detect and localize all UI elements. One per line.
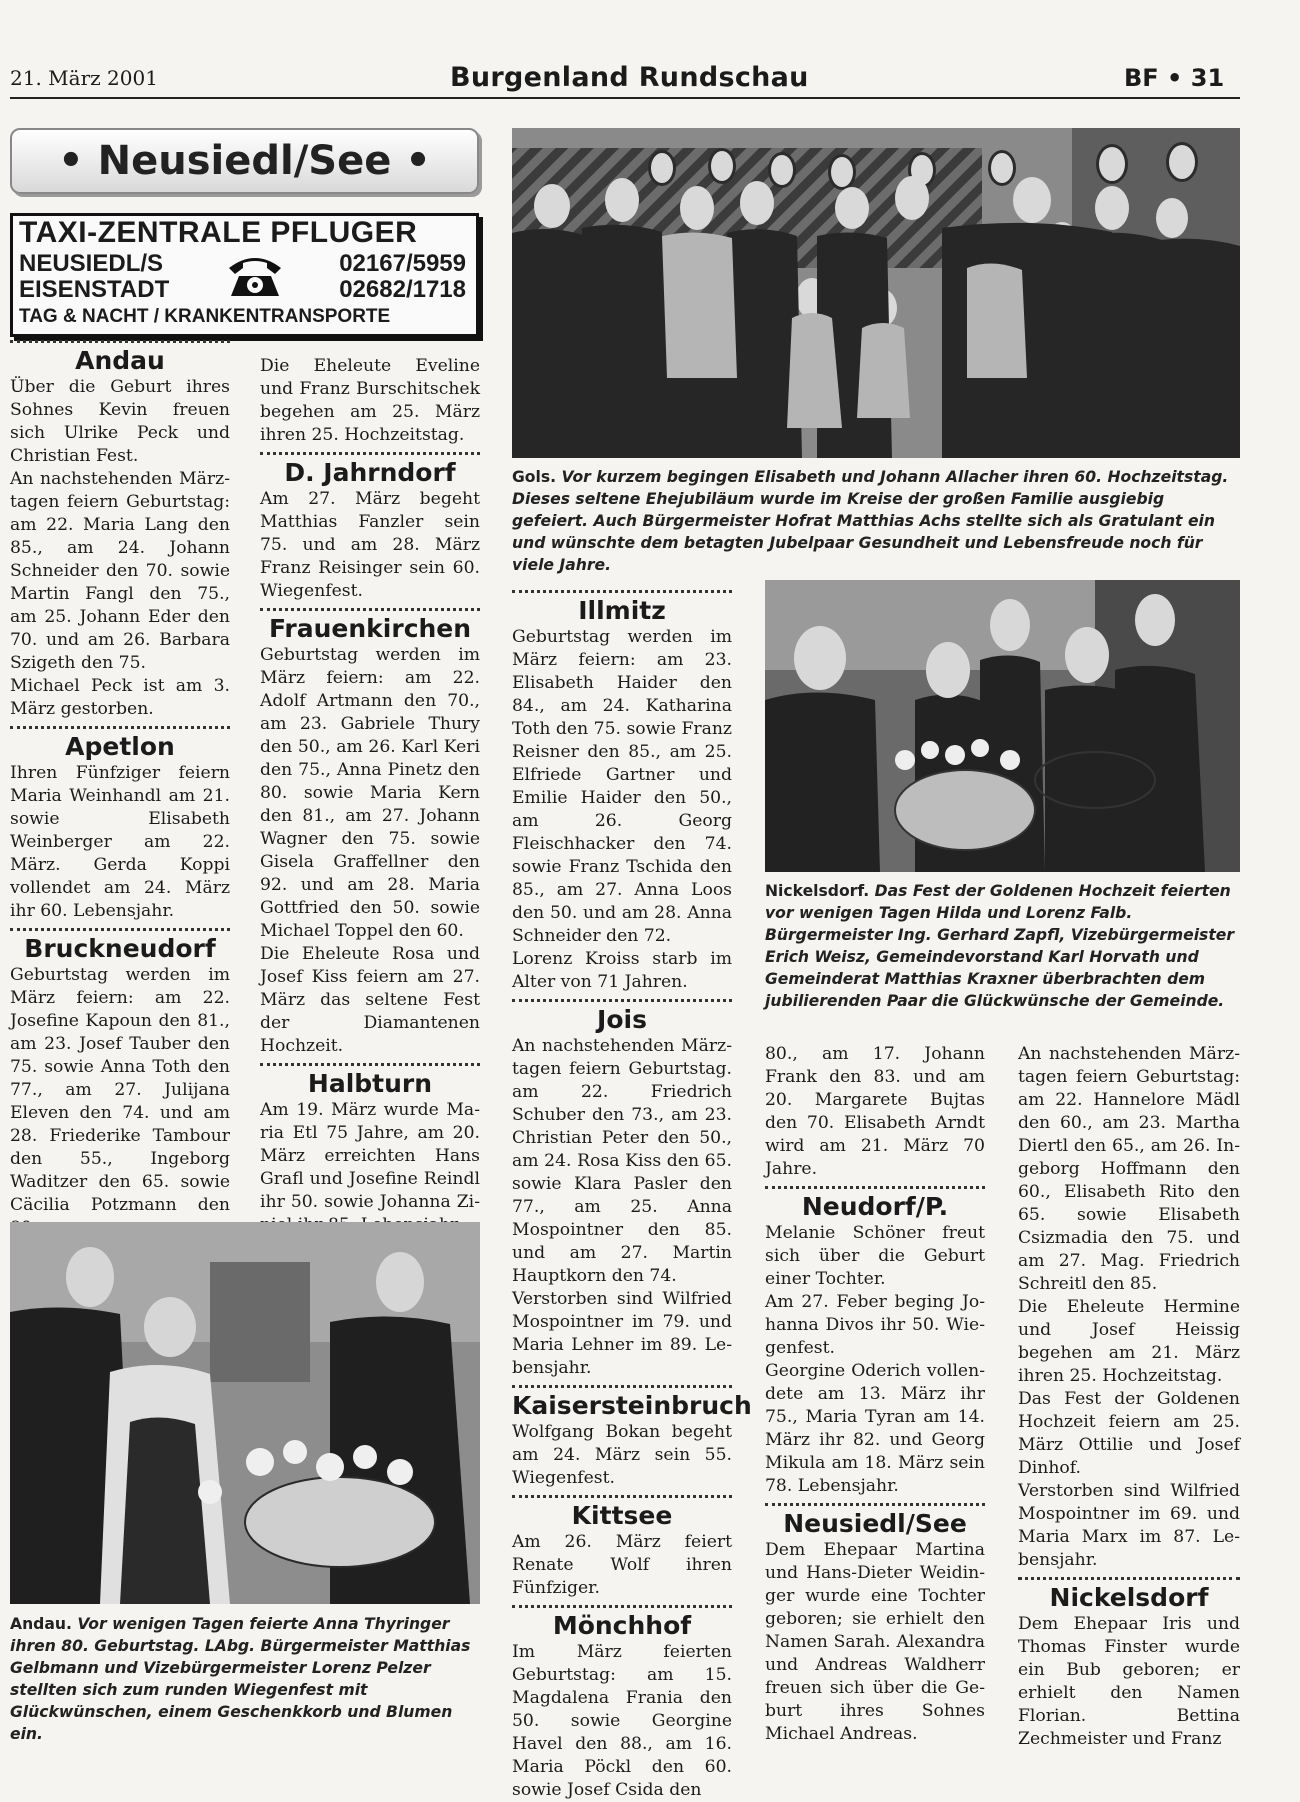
column-3 [512,590,752,1802]
divider [512,1605,732,1608]
paragraph: Über die Geburt ihres Sohnes Kevin freuen sich Ulrike Peck und Christian Fest. [10,377,230,466]
paragraph: Dem Ehepaar Iris und Thomas Finster wurde ein Bub geboren; er erhielt den Namen Florian. Bettina Zechmeister und Franz [1018,1614,1240,1749]
caption-place: Nickelsdorf. [765,882,870,900]
photo-nickelsdorf-golden-wedding [765,580,1240,872]
divider [10,928,230,931]
divider [512,1385,732,1388]
paragraph: Verstorben sind Wilfried Mospointner im 69. und Maria Marx im 87. Lebensjahr. [1018,1481,1240,1570]
section-heading-kittsee: Kittsee [571,1501,673,1530]
section-heading-illmitz: Illmitz [578,596,666,625]
paragraph: Georgine Oderich vollendete am 13. März ihr 75., Maria Tyran am 14. März ihr 82. und Georg Mikula am 18. März sein 78. Lebensjahr. [765,1361,985,1496]
paragraph: Die Eheleute Eveline und Franz Burschitschek begehen am 25. März ihren 25. Hochzeitstag. [260,356,480,445]
paragraph: Lorenz Kroiss starb im Alter von 71 Jahren. [512,949,732,992]
header-rule [10,97,1240,99]
paragraph: Am 26. März feiert Renate Wolf ihren Fünfziger. [512,1532,732,1598]
paragraph: Geburtstag werden im März feiern: am 22. Adolf Artmann den 70., am 23. Gabriele Thury den 50., am 26. Karl Keri den 75., Anna Pinetz den 80. sowie Maria Kern den 81., am 27. Johann Wagner den 75. sowie Gisela Graffellner den 92. und am 28. Maria Gottfried den 50. sowie Michael Toppel den 60. [260,645,480,941]
divider [10,726,230,729]
section-heading-nickelsdorf: Nickelsdorf [1049,1583,1209,1612]
paragraph: An nachstehenden Märztagen feiern Geburtstag. am 22. Friedrich Schuber den 73., am 23. Christian Peter den 50., am 24. Rosa Kiss den 65. sowie Klara Pasler den 77., am 25. Anna Mospointner den 85. und am 27. Martin Hauptkorn den 74. [512,1036,732,1286]
group-photo-image [512,128,1240,458]
caption-text: Das Fest der Goldenen Hochzeit feierten vor wenigen Tagen Hilda und Lorenz Falb. Bürgermeister Ing. Gerhard Zapfl, Vizebürgermeister Erich Weisz, Gemeindevorstand Karl Horvath und Gemeinderat Matthias Kraxner überbrachten dem jubilierenden Paar die Glückwünsche der Gemeinde. [765,882,1235,1010]
caption-place: Gols. [512,468,557,486]
paragraph: Ihren Fünfziger feiern Maria Weinhandl am 21. sowie Elisabeth Weinberger am 22. März. Gerda Koppi vollendet am 24. März ihr 60. Lebensjahr. [10,763,230,921]
divider [765,1503,985,1506]
section-heading-moenchhof: Mönchhof [552,1611,692,1640]
taxi-name: TAXI-ZENTRALE PFLUGER [19,216,418,249]
taxi-phone-1: 02167/5959 [339,250,466,277]
taxi-city-2: EISENSTADT [19,276,170,303]
paragraph: 80., am 17. Johann Frank den 83. und am 20. Margarete Bujtas den 70. Elisabeth Arndt wird am 21. März 70 Jahre. [765,1044,985,1179]
paragraph: Im März feierten Geburtstag: am 15. Magdalena Frania den 50. sowie Georgine Havel den 88., am 16. Maria Pöckl den 60. sowie Josef Csida den [512,1642,732,1800]
column-5 [1018,1043,1240,1751]
caption-text: Vor kurzem begingen Elisabeth und Johann Allacher ihren 60. Hochzeitstag. Dieses seltene Ehejubiläum wurde im Kreise der großen Familie ausgiebig gefeiert. Auch Bürgermeister Hofrat Matthias Achs stellte sich als Gratulant ein und wünschte dem betagten Jubelpaar Gesundheit und Lebensfreude noch für viele Jahre. [512,468,1229,574]
section-heading-jois: Jois [597,1005,647,1034]
divider [1018,1577,1240,1580]
taxi-advertisement [10,213,479,337]
caption-gols [512,466,1240,576]
divider [512,1495,732,1498]
paragraph: Die Eheleute Rosa und Josef Kiss feiern am 27. März das seltene Fest der Diamantenen Hochzeit. [260,944,480,1056]
photo-andau-birthday [10,1222,480,1604]
divider [765,1186,985,1189]
column-2 [260,355,480,1237]
paragraph: Michael Peck ist am 3. März gestorben. [10,676,230,719]
divider [260,608,480,611]
caption-nickelsdorf [765,880,1240,1012]
page-number: BF • 31 [1124,64,1225,92]
group-photo-image [10,1222,480,1604]
divider [512,590,732,593]
taxi-service: TAG & NACHT / KRANKENTRANSPORTE [19,306,391,327]
paragraph: Wolfgang Bokan begeht am 24. März sein 55. Wiegenfest. [512,1422,732,1488]
paragraph: Am 27. März begeht Matthias Fanzler sein 75. und am 28. März Franz Reisinger sein 60. Wiegenfest. [260,489,480,601]
section-heading-andau: Andau [75,346,165,375]
divider [10,340,230,343]
section-heading-neusiedl: Neusiedl/See [783,1509,967,1538]
paragraph: Geburtstag werden im März feiern: am 23. Elisabeth Haider den 84., am 24. Katharina Toth den 75. sowie Franz Reisner den 85., am 25. Elfriede Gartner und Emilie Haider den 50., am 26. Georg Fleischhacker den 74. sowie Franz Tschida den 85., am 27. Anna Loos den 50. und am 28. Anna Schneider den 72. [512,627,732,946]
section-heading-d-jahrndorf: D. Jahrndorf [284,458,456,487]
telephone-icon [225,252,285,300]
section-heading-kaisersteinbruch: Kaisersteinbruch [512,1391,752,1420]
paragraph: Dem Ehepaar Martina und Hans-Dieter Weidinger wurde eine Tochter geboren; sie erhielt den Namen Sarah. Alexandra und Andreas Waldherr freuen sich über die Geburt ihres Sohnes Michael Andreas. [765,1540,985,1744]
paragraph: An nachstehenden Märztagen feiern Geburtstag: am 22. Maria Lang den 85., am 24. Johann Schneider den 70. sowie Martin Fangl den 75., am 25. Johann Eder den 70. und am 26. Barbara Szigeth den 75. [10,469,230,673]
caption-andau [10,1613,480,1745]
taxi-phone-2: 02682/1718 [339,276,466,303]
caption-text: Vor wenigen Tagen feierte Anna Thyringer ihren 80. Geburtstag. LAbg. Bürgermeister Matthias Gelbmann und Vizebürgermeister Lorenz Pelzer stellten sich zum runden Wiegenfest mit Glückwünschen, einem Geschenkkorb und Blumen ein. [10,1615,471,1743]
photo-gols-family [512,128,1240,458]
paragraph: Am 19. März wurde Maria Etl 75 Jahre, am 20. März erreichten Hans Grafl und Josefine Reindl ihr 50. sowie Johanna Zi [260,1100,480,1212]
divider [260,1063,480,1066]
section-heading-frauenkirchen: Frauenkirchen [268,614,472,643]
group-photo-image [765,580,1240,872]
paragraph: Geburtstag werden im März feiern: am 22. Josefine Kapoun den 81., am 23. Josef Tauber den 75. sowie Anna Toth den 77., am 27. Julijana Eleven den 74. und am 28. Friederike Tambour den 55., Ingeborg Waditzer den 65. sowie Cäcilia Potzmann den [10,965,230,1215]
paragraph: Die Eheleute Hermine und Josef Heissig begehen am 21. März ihren 25. Hochzeitstag. [1018,1297,1240,1386]
paragraph: Das Fest der Goldenen Hochzeit feiern am 25. März Ottilie und Josef Dinhof. [1018,1389,1240,1478]
column-4 [765,1043,985,1746]
taxi-city-1: NEUSIEDL/S [19,250,164,277]
region-banner: • Neusiedl/See • [10,128,479,194]
section-heading-apetlon: Apetlon [65,732,175,761]
newspaper-title: Burgenland Rundschau [450,62,809,93]
section-heading-bruckneudorf: Bruckneudorf [24,934,216,963]
divider [260,452,480,455]
paragraph: An nachstehenden Märztagen feiern Geburtstag: am 22. Hannelore Mädl den 60., am 23. Martha Diertl den 65., am 26. Ingeborg Hoffmann den 60., Elisabeth Rito den 65. sowie Elisabeth Csizmadia den 75. und am 27. Mag. Friedrich Schreitl den 85. [1018,1044,1240,1294]
caption-place: Andau. [10,1615,72,1633]
divider [512,999,732,1002]
section-heading-halbturn: Halbturn [307,1069,433,1098]
paragraph: Am 27. Feber beging Johanna Divos ihr 50. Wiegenfest. [765,1292,985,1358]
paragraph: Melanie Schöner freut sich über die Geburt einer Tochter. [765,1223,985,1289]
paragraph: Verstorben sind Wilfried Mospointner im 79. und Maria Lehner im 89. Lebensjahr. [512,1289,732,1378]
column-1 [10,340,230,1240]
section-heading-neudorf: Neudorf/P. [801,1192,949,1221]
issue-date: 21. März 2001 [10,66,158,90]
